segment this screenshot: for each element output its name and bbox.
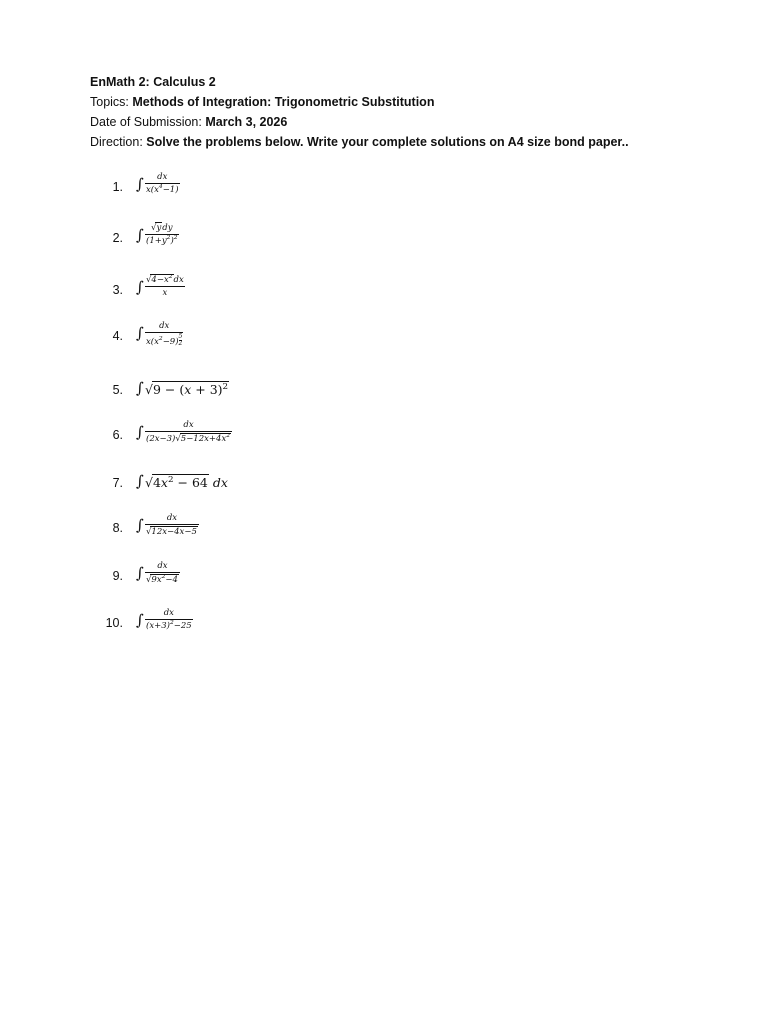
integral-sign: ∫ xyxy=(136,611,144,629)
submission-date-line: Date of Submission: March 3, 2026 xyxy=(90,115,288,129)
problem-8 xyxy=(0,511,768,551)
integral-sign: ∫ xyxy=(136,564,144,582)
problem-number: 6. xyxy=(112,428,123,442)
integrand: dx √12x−4x−5 xyxy=(146,513,197,537)
problem-number: 7. xyxy=(112,476,123,490)
worksheet-header xyxy=(90,72,629,152)
integrand: $√4x^2 - 64$ dx xyxy=(145,474,228,490)
integrand: dx $√9x^2-4$ xyxy=(146,561,178,585)
integral-sign: ∫ xyxy=(136,175,144,193)
problem-number: 1. xyxy=(112,180,123,194)
problem-10 xyxy=(0,606,768,646)
problem-1 xyxy=(0,170,768,210)
integral-sign: ∫ xyxy=(136,379,144,397)
problem-2 xyxy=(0,221,768,261)
integrand: dx $(2x-3)√5-12x+4x^2$ xyxy=(146,420,231,444)
integral-sign: ∫ xyxy=(136,472,144,490)
topics-line: Topics: Methods of Integration: Trigonometric Substitution xyxy=(90,95,435,109)
course-title: EnMath 2: Calculus 2 xyxy=(90,75,216,89)
problem-number: 5. xyxy=(112,383,123,397)
direction-line: Direction: Solve the problems below. Write your complete solutions on A4 size bond paper.. xyxy=(90,135,629,149)
integral-sign: ∫ xyxy=(136,278,144,296)
problem-number: 8. xyxy=(112,521,123,535)
problem-3 xyxy=(0,273,768,313)
problem-4 xyxy=(0,320,768,360)
problem-7 xyxy=(0,472,768,512)
integrand: dx $x(x^2-9)$ $\frac{5}{2}$ xyxy=(146,321,183,347)
integral-sign: ∫ xyxy=(136,516,144,534)
problem-number: 9. xyxy=(112,569,123,583)
problem-number: 4. xyxy=(112,329,123,343)
integrand: $√4-x^2dx$ x xyxy=(146,273,184,298)
integral-sign: ∫ xyxy=(136,226,144,244)
integrand: √ydy $(1+y^2)^2$ xyxy=(146,223,178,246)
integrand: dx $(x+3)^2-25$ xyxy=(146,608,192,631)
problem-number: 3. xyxy=(112,283,123,297)
problem-number: 2. xyxy=(112,231,123,245)
problem-9 xyxy=(0,559,768,599)
integrand: $√9 - (x + 3)^2$ xyxy=(145,381,229,397)
problem-number: 10. xyxy=(105,616,123,630)
integral-sign: ∫ xyxy=(136,324,144,342)
integrand: dx $x(x^4-1)$ xyxy=(146,172,179,195)
integral-sign: ∫ xyxy=(136,423,144,441)
problem-5 xyxy=(0,379,768,419)
problem-6 xyxy=(0,418,768,458)
